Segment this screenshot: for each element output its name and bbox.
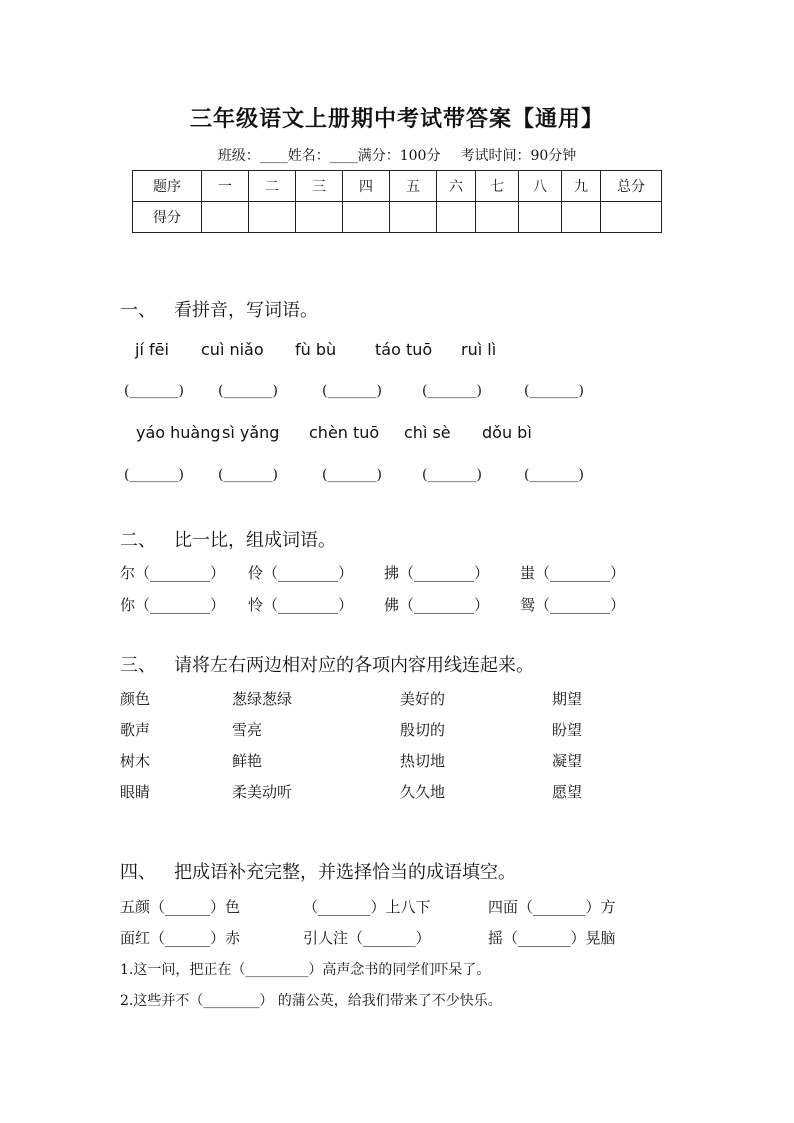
idiom-item[interactable]: 四面（_______）方 bbox=[488, 898, 616, 916]
idiom-item[interactable]: （_______）上八下 bbox=[303, 898, 431, 916]
pinyin-item: ruì lì bbox=[461, 340, 497, 359]
pinyin-item: chèn tuō bbox=[309, 423, 380, 442]
answer-blank[interactable]: (_______) bbox=[124, 383, 184, 399]
q4-heading bbox=[120, 858, 516, 884]
score-table-score-row bbox=[133, 202, 662, 233]
table-cell: 三 bbox=[296, 171, 343, 202]
score-input-cell[interactable] bbox=[476, 202, 519, 233]
table-cell: 得分 bbox=[133, 202, 202, 233]
fill-sentence-1[interactable]: 1.这一问，把正在（_________）高声念书的同学们吓呆了。 bbox=[120, 962, 491, 978]
match-item[interactable]: 期望 bbox=[552, 690, 583, 708]
q1-number: 一、 bbox=[120, 300, 156, 321]
fill-sentence-2[interactable]: 2.这些并不（________） 的蒲公英，给我们带来了不少快乐。 bbox=[120, 993, 502, 1009]
exam-info-line bbox=[0, 145, 794, 165]
exam-time: 考试时间：90分钟 bbox=[460, 148, 577, 164]
pinyin-item: táo tuō bbox=[375, 340, 433, 359]
idiom-item[interactable]: 五颜（______）色 bbox=[120, 898, 241, 916]
q2-number: 二、 bbox=[120, 530, 156, 551]
idiom-item[interactable]: 引人注（_______） bbox=[303, 929, 431, 947]
class-field: 班级：____ bbox=[217, 148, 288, 164]
q3-number: 三、 bbox=[120, 655, 156, 676]
pinyin-item: sì yǎng bbox=[222, 423, 280, 442]
score-input-cell[interactable] bbox=[249, 202, 296, 233]
match-item[interactable]: 葱绿葱绿 bbox=[232, 690, 293, 708]
match-item[interactable]: 树木 bbox=[120, 752, 151, 770]
pinyin-item: fù bù bbox=[295, 340, 337, 359]
table-cell: 九 bbox=[562, 171, 601, 202]
score-input-cell[interactable] bbox=[562, 202, 601, 233]
match-item[interactable]: 盼望 bbox=[552, 721, 583, 739]
score-input-cell[interactable] bbox=[519, 202, 562, 233]
score-input-cell[interactable] bbox=[296, 202, 343, 233]
compare-item[interactable]: 尔（________） bbox=[120, 564, 226, 582]
compare-item[interactable]: 蚩（________） bbox=[520, 564, 626, 582]
pinyin-item: yáo huàng bbox=[136, 423, 221, 442]
compare-item[interactable]: 伶（________） bbox=[248, 564, 354, 582]
match-item[interactable]: 歌声 bbox=[120, 721, 151, 739]
match-item[interactable]: 凝望 bbox=[552, 752, 583, 770]
answer-blank[interactable]: (_______) bbox=[218, 383, 278, 399]
table-cell: 八 bbox=[519, 171, 562, 202]
table-cell: 总分 bbox=[601, 171, 662, 202]
compare-item[interactable]: 佛（________） bbox=[384, 596, 490, 614]
compare-item[interactable]: 拂（________） bbox=[384, 564, 490, 582]
q2-heading bbox=[120, 526, 336, 552]
page-title: 三年级语文上册期中考试带答案【通用】 bbox=[189, 106, 604, 132]
match-item[interactable]: 鲜艳 bbox=[232, 752, 263, 770]
full-score: 满分：100分 bbox=[357, 148, 441, 164]
q3-heading bbox=[120, 651, 534, 677]
answer-blank[interactable]: (_______) bbox=[524, 467, 584, 483]
answer-blank[interactable]: (_______) bbox=[218, 467, 278, 483]
q1-heading bbox=[120, 296, 318, 322]
score-table bbox=[132, 170, 662, 233]
answer-blank[interactable]: (_______) bbox=[124, 467, 184, 483]
pinyin-item: cuì niǎo bbox=[201, 340, 264, 359]
match-item[interactable]: 眼睛 bbox=[120, 783, 151, 801]
match-item[interactable]: 美好的 bbox=[400, 690, 446, 708]
table-cell: 七 bbox=[476, 171, 519, 202]
compare-item[interactable]: 鸳（________） bbox=[520, 596, 626, 614]
table-cell: 六 bbox=[437, 171, 476, 202]
table-cell: 题序 bbox=[133, 171, 202, 202]
compare-item[interactable]: 你（________） bbox=[120, 596, 226, 614]
table-cell: 二 bbox=[249, 171, 296, 202]
match-item[interactable]: 久久地 bbox=[400, 783, 446, 801]
match-item[interactable]: 殷切的 bbox=[400, 721, 446, 739]
q3-heading-text: 请将左右两边相对应的各项内容用线连起来。 bbox=[174, 655, 534, 676]
match-item[interactable]: 雪亮 bbox=[232, 721, 263, 739]
idiom-item[interactable]: 面红（______）赤 bbox=[120, 929, 241, 947]
q1-heading-text: 看拼音，写词语。 bbox=[174, 300, 318, 321]
q2-heading-text: 比一比，组成词语。 bbox=[174, 530, 336, 551]
answer-blank[interactable]: (_______) bbox=[524, 383, 584, 399]
score-input-cell[interactable] bbox=[343, 202, 390, 233]
answer-blank[interactable]: (_______) bbox=[322, 467, 382, 483]
answer-blank[interactable]: (_______) bbox=[322, 383, 382, 399]
score-input-cell[interactable] bbox=[601, 202, 662, 233]
q4-heading-text: 把成语补充完整，并选择恰当的成语填空。 bbox=[174, 862, 516, 883]
score-input-cell[interactable] bbox=[390, 202, 437, 233]
match-item[interactable]: 热切地 bbox=[400, 752, 446, 770]
answer-blank[interactable]: (_______) bbox=[422, 383, 482, 399]
match-item[interactable]: 愿望 bbox=[552, 783, 583, 801]
q4-number: 四、 bbox=[120, 862, 156, 883]
answer-blank[interactable]: (_______) bbox=[422, 467, 482, 483]
compare-item[interactable]: 怜（________） bbox=[248, 596, 354, 614]
idiom-item[interactable]: 摇（_______）晃脑 bbox=[488, 929, 616, 947]
pinyin-item: chì sè bbox=[404, 423, 451, 442]
table-cell: 四 bbox=[343, 171, 390, 202]
name-field: 姓名：____ bbox=[287, 148, 358, 164]
match-item[interactable]: 柔美动听 bbox=[232, 783, 293, 801]
table-cell: 一 bbox=[202, 171, 249, 202]
match-item[interactable]: 颜色 bbox=[120, 690, 151, 708]
table-cell: 五 bbox=[390, 171, 437, 202]
score-input-cell[interactable] bbox=[202, 202, 249, 233]
pinyin-item: jí fēi bbox=[135, 340, 169, 359]
pinyin-item: dǒu bì bbox=[482, 423, 532, 442]
score-input-cell[interactable] bbox=[437, 202, 476, 233]
score-table-header-row bbox=[133, 171, 662, 202]
